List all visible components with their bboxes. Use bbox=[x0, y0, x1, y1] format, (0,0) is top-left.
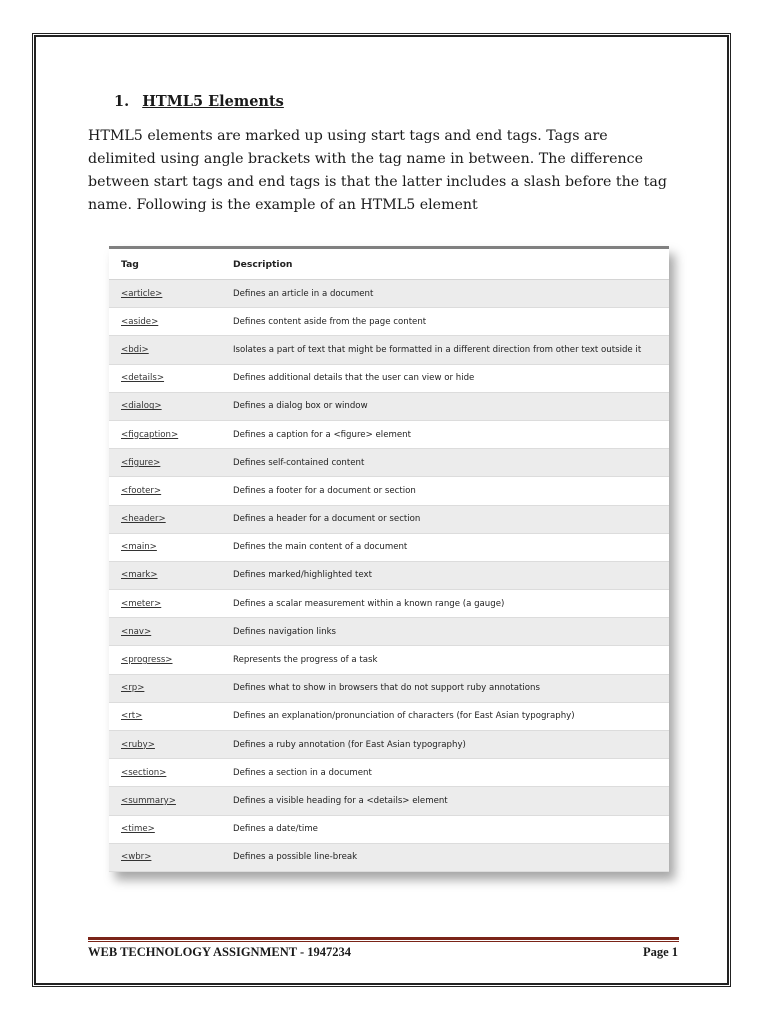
tag-link[interactable]: <ruby> bbox=[109, 731, 221, 759]
footer-rule-thick bbox=[88, 937, 679, 940]
table-row bbox=[109, 477, 669, 505]
tag-description: Defines self-contained content bbox=[221, 449, 669, 477]
table-row bbox=[109, 815, 669, 843]
tag-description: Defines a header for a document or section bbox=[221, 505, 669, 533]
table-row bbox=[109, 843, 669, 871]
table-row bbox=[109, 618, 669, 646]
tag-link[interactable]: <rt> bbox=[109, 702, 221, 730]
tag-link[interactable]: <rp> bbox=[109, 674, 221, 702]
intro-paragraph: HTML5 elements are marked up using start tags and end tags. Tags are delimited using angle brackets with the tag name in between. The difference between start tags and end tags is that the latter includes a slash before the tag name. Following is the example of an HTML5 element bbox=[88, 128, 667, 213]
tag-link[interactable]: <details> bbox=[109, 364, 221, 392]
table-row bbox=[109, 420, 669, 448]
tag-description: Defines a section in a document bbox=[221, 759, 669, 787]
tag-link[interactable]: <mark> bbox=[109, 561, 221, 589]
tag-description: Defines the main content of a document bbox=[221, 533, 669, 561]
tag-link[interactable]: <figcaption> bbox=[109, 420, 221, 448]
table-row bbox=[109, 590, 669, 618]
tag-description: Defines navigation links bbox=[221, 618, 669, 646]
tag-link[interactable]: <section> bbox=[109, 759, 221, 787]
table-row bbox=[109, 308, 669, 336]
tag-description: Defines a scalar measurement within a known range (a gauge) bbox=[221, 590, 669, 618]
tag-description: Defines a date/time bbox=[221, 815, 669, 843]
table-row bbox=[109, 731, 669, 759]
table-row bbox=[109, 505, 669, 533]
table-row bbox=[109, 336, 669, 364]
tag-link[interactable]: <meter> bbox=[109, 590, 221, 618]
tag-description: Defines a ruby annotation (for East Asian typography) bbox=[221, 731, 669, 759]
tag-link[interactable]: <summary> bbox=[109, 787, 221, 815]
tag-description: Isolates a part of text that might be formatted in a different direction from other text outside it bbox=[221, 336, 669, 364]
table-row bbox=[109, 392, 669, 420]
section-title: HTML5 Elements bbox=[142, 93, 284, 110]
section-heading bbox=[114, 93, 284, 110]
tag-description: Defines content aside from the page content bbox=[221, 308, 669, 336]
table-row bbox=[109, 674, 669, 702]
elements-table-container bbox=[109, 246, 669, 872]
tag-description: Defines a visible heading for a <details> element bbox=[221, 787, 669, 815]
tag-description: Defines an article in a document bbox=[221, 280, 669, 308]
page-number: Page 1 bbox=[642, 945, 678, 959]
tag-link[interactable]: <progress> bbox=[109, 646, 221, 674]
table-row bbox=[109, 533, 669, 561]
tag-description: Defines additional details that the user can view or hide bbox=[221, 364, 669, 392]
tag-description: Represents the progress of a task bbox=[221, 646, 669, 674]
tag-description: Defines what to show in browsers that do not support ruby annotations bbox=[221, 674, 669, 702]
table-row bbox=[109, 646, 669, 674]
tag-link[interactable]: <dialog> bbox=[109, 392, 221, 420]
table-header-row bbox=[109, 249, 669, 280]
tag-link[interactable]: <footer> bbox=[109, 477, 221, 505]
tag-link[interactable]: <aside> bbox=[109, 308, 221, 336]
table-row bbox=[109, 364, 669, 392]
tag-description: Defines a possible line-break bbox=[221, 843, 669, 871]
table-row bbox=[109, 280, 669, 308]
table-row bbox=[109, 702, 669, 730]
tag-description: Defines an explanation/pronunciation of characters (for East Asian typography) bbox=[221, 702, 669, 730]
footer-title: WEB TECHNOLOGY ASSIGNMENT - 1947234 bbox=[88, 945, 352, 959]
table-row bbox=[109, 787, 669, 815]
table-row bbox=[109, 449, 669, 477]
tag-description: Defines a footer for a document or section bbox=[221, 477, 669, 505]
tag-link[interactable]: <wbr> bbox=[109, 843, 221, 871]
tag-description: Defines a caption for a <figure> element bbox=[221, 420, 669, 448]
tag-description: Defines marked/highlighted text bbox=[221, 561, 669, 589]
tag-link[interactable]: <nav> bbox=[109, 618, 221, 646]
tag-link[interactable]: <time> bbox=[109, 815, 221, 843]
tag-link[interactable]: <main> bbox=[109, 533, 221, 561]
column-header-description: Description bbox=[221, 249, 669, 280]
elements-table bbox=[109, 249, 669, 872]
column-header-tag: Tag bbox=[109, 249, 221, 280]
table-body bbox=[109, 280, 669, 872]
section-number: 1. bbox=[114, 93, 130, 110]
tag-link[interactable]: <header> bbox=[109, 505, 221, 533]
footer-rule-thin bbox=[88, 941, 679, 942]
tag-link[interactable]: <article> bbox=[109, 280, 221, 308]
tag-description: Defines a dialog box or window bbox=[221, 392, 669, 420]
table-row bbox=[109, 561, 669, 589]
table-row bbox=[109, 759, 669, 787]
tag-link[interactable]: <bdi> bbox=[109, 336, 221, 364]
tag-link[interactable]: <figure> bbox=[109, 449, 221, 477]
